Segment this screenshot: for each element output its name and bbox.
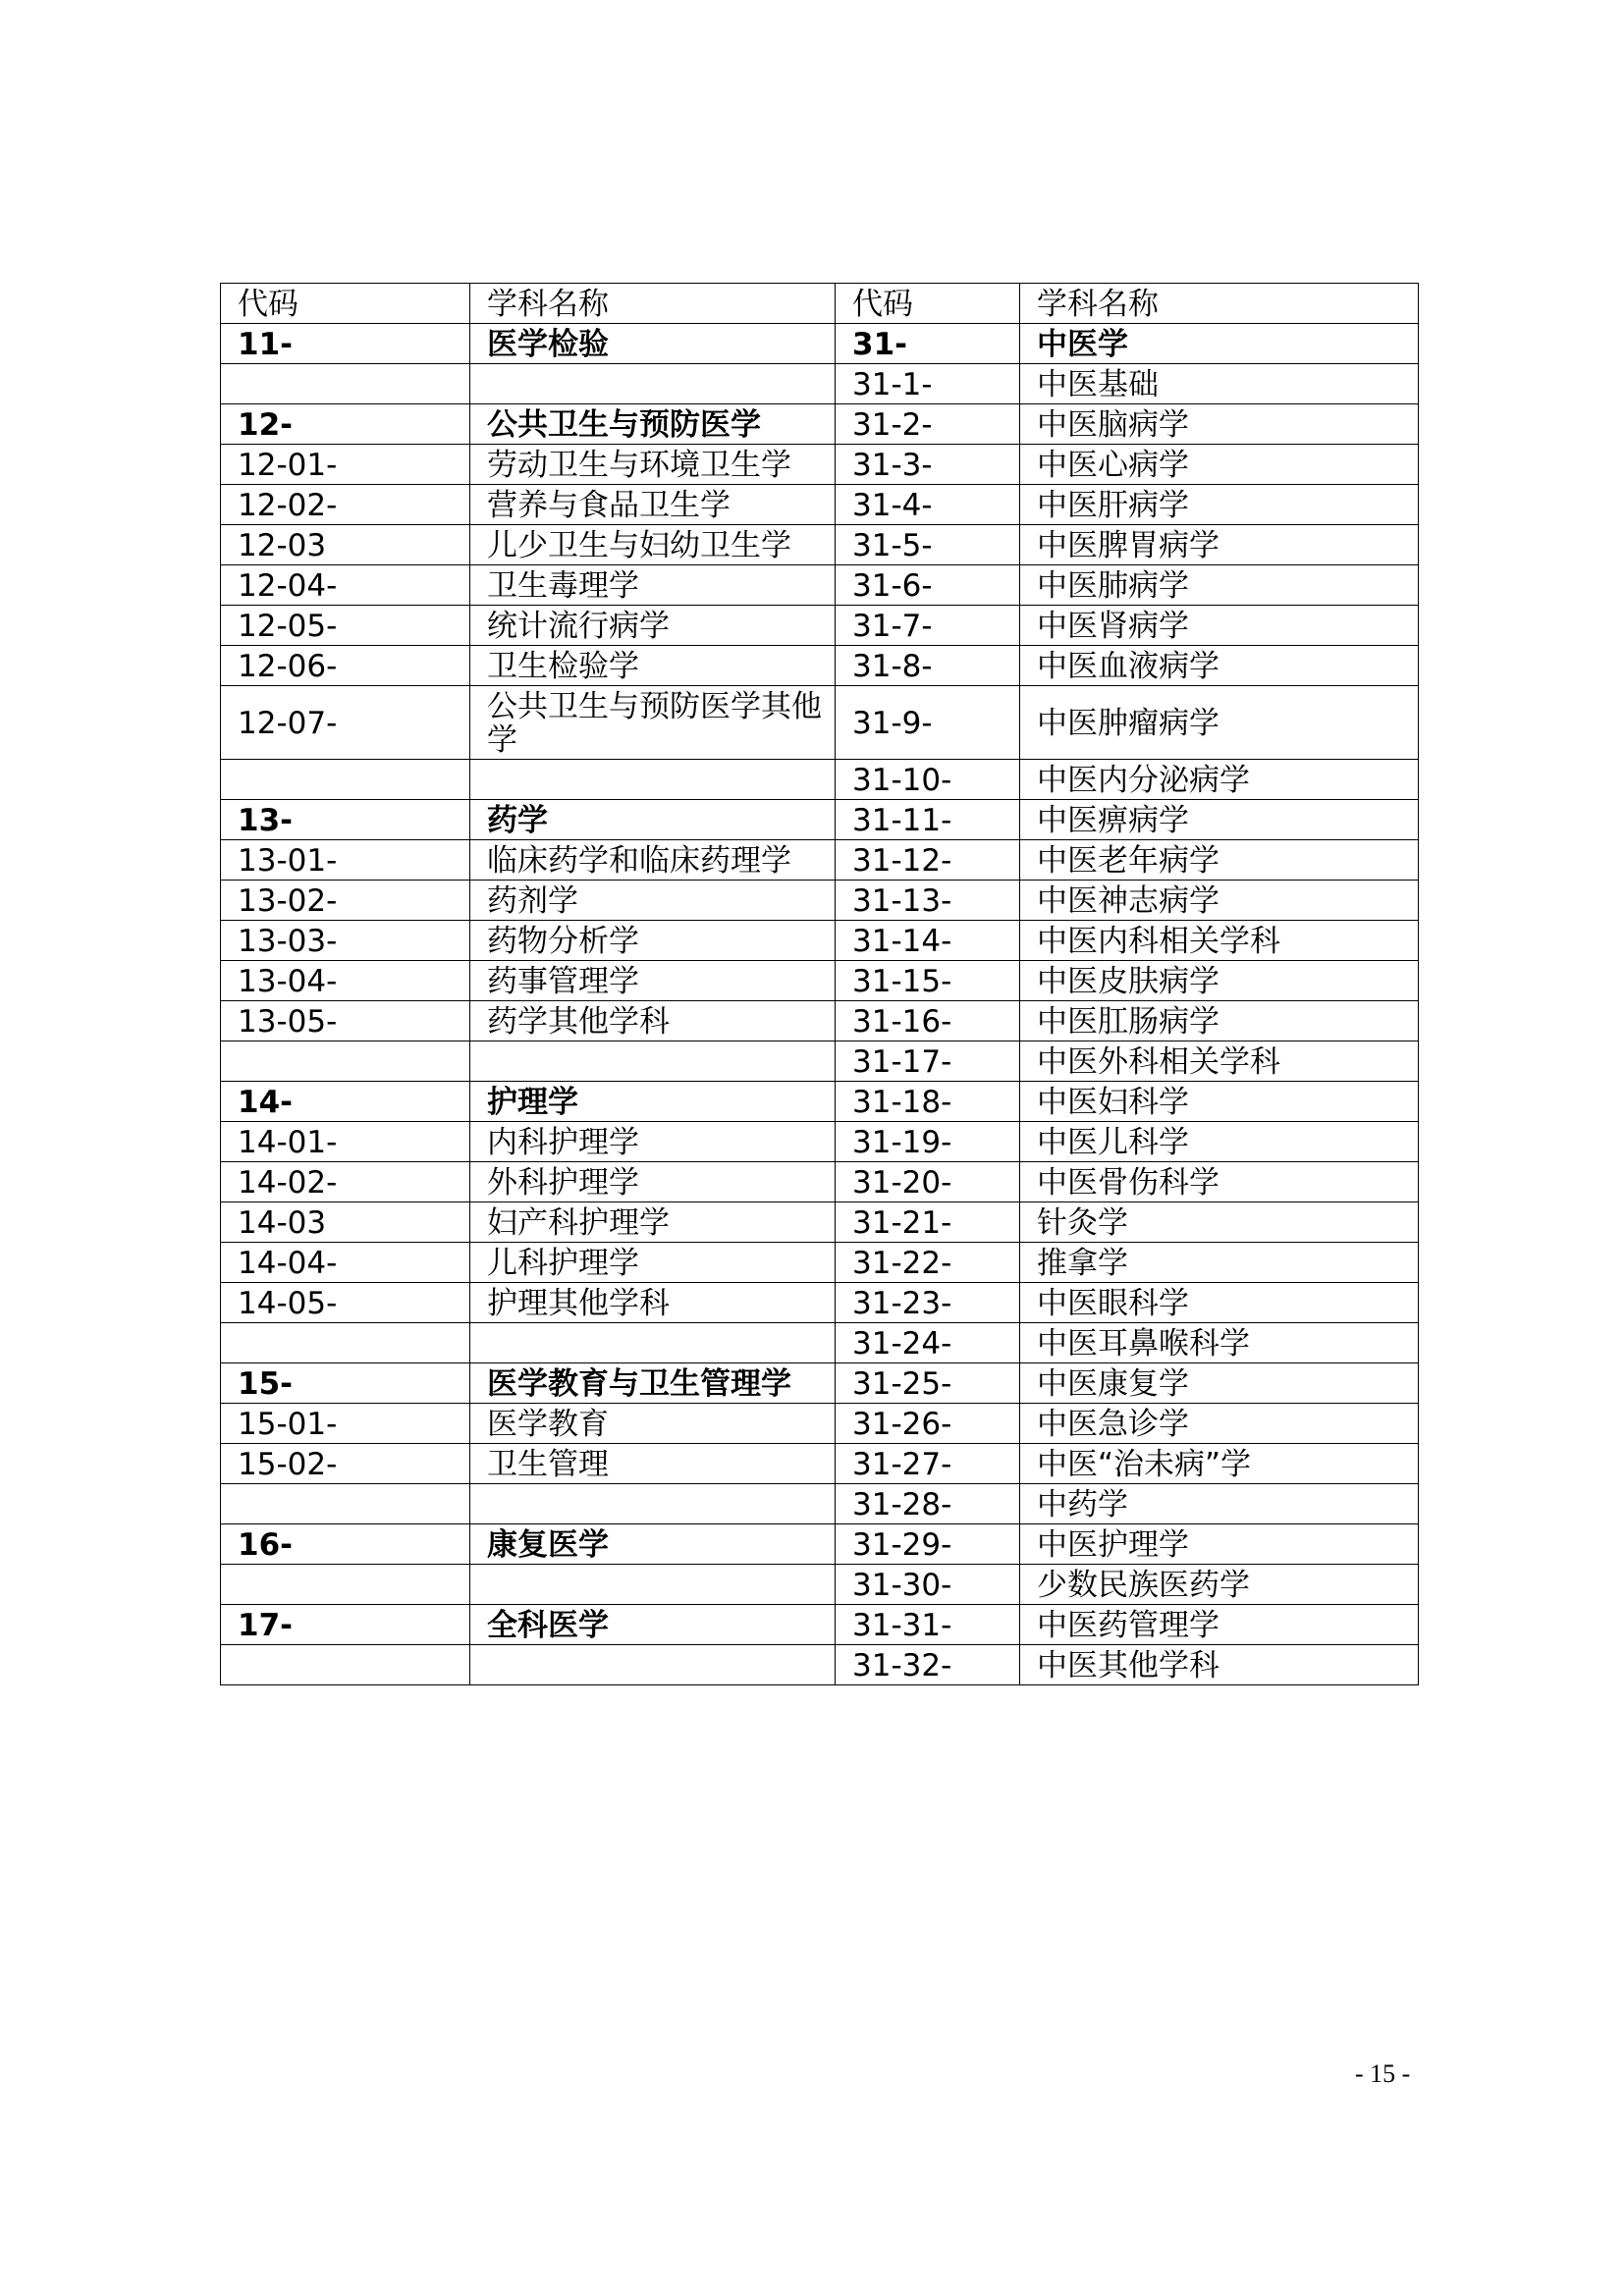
table-row	[221, 1605, 1419, 1645]
table-row	[221, 921, 1419, 961]
code-right-cell: 31-32-	[836, 1645, 1020, 1685]
code-right-cell: 31-18-	[836, 1082, 1020, 1122]
name-left-cell: 医学检验	[470, 324, 836, 364]
name-right-cell: 中药学	[1020, 1484, 1419, 1524]
table-row	[221, 1363, 1419, 1404]
table-row	[221, 565, 1419, 606]
table-row	[221, 364, 1419, 404]
table-row	[221, 404, 1419, 445]
name-right-cell: 中医急诊学	[1020, 1404, 1419, 1444]
table-row	[221, 1565, 1419, 1605]
name-right-cell: 中医耳鼻喉科学	[1020, 1323, 1419, 1363]
code-right-cell: 31-8-	[836, 646, 1020, 686]
name-left-cell	[470, 1323, 836, 1363]
code-left-cell	[221, 1323, 470, 1363]
code-right-cell: 31-13-	[836, 881, 1020, 921]
code-right-cell: 31-14-	[836, 921, 1020, 961]
header-name-right: 学科名称	[1020, 284, 1419, 324]
name-right-cell: 中医脑病学	[1020, 404, 1419, 445]
table-row	[221, 1524, 1419, 1565]
code-left-cell: 14-01-	[221, 1122, 470, 1162]
table-row	[221, 840, 1419, 881]
name-right-cell: 中医康复学	[1020, 1363, 1419, 1404]
table-row	[221, 485, 1419, 525]
subject-code-table	[220, 283, 1419, 1685]
name-right-cell: 中医内分泌病学	[1020, 760, 1419, 800]
code-left-cell	[221, 1565, 470, 1605]
name-left-cell	[470, 364, 836, 404]
name-left-cell: 妇产科护理学	[470, 1202, 836, 1243]
page-number: - 15 -	[1355, 2059, 1411, 2088]
name-right-cell: 中医老年病学	[1020, 840, 1419, 881]
name-right-cell: 针灸学	[1020, 1202, 1419, 1243]
code-left-cell: 13-01-	[221, 840, 470, 881]
code-right-cell: 31-12-	[836, 840, 1020, 881]
code-right-cell: 31-17-	[836, 1041, 1020, 1082]
code-left-cell	[221, 1041, 470, 1082]
table-row	[221, 1404, 1419, 1444]
code-right-cell: 31-27-	[836, 1444, 1020, 1484]
code-right-cell: 31-19-	[836, 1122, 1020, 1162]
code-left-cell: 14-05-	[221, 1283, 470, 1323]
code-left-cell: 13-04-	[221, 961, 470, 1001]
name-right-cell: 中医妇科学	[1020, 1082, 1419, 1122]
name-right-cell: 中医肺病学	[1020, 565, 1419, 606]
code-right-cell: 31-11-	[836, 800, 1020, 840]
name-right-cell: 中医药管理学	[1020, 1605, 1419, 1645]
name-right-cell: 中医痹病学	[1020, 800, 1419, 840]
header-name-left: 学科名称	[470, 284, 836, 324]
code-right-cell: 31-10-	[836, 760, 1020, 800]
table-row	[221, 686, 1419, 760]
name-left-cell: 内科护理学	[470, 1122, 836, 1162]
name-left-cell: 劳动卫生与环境卫生学	[470, 445, 836, 485]
name-left-cell: 儿少卫生与妇幼卫生学	[470, 525, 836, 565]
name-right-cell: 中医肿瘤病学	[1020, 686, 1419, 760]
name-left-cell	[470, 1565, 836, 1605]
code-right-cell: 31-23-	[836, 1283, 1020, 1323]
name-left-cell: 儿科护理学	[470, 1243, 836, 1283]
code-right-cell: 31-4-	[836, 485, 1020, 525]
code-right-cell: 31-1-	[836, 364, 1020, 404]
name-left-cell: 公共卫生与预防医学	[470, 404, 836, 445]
table-row	[221, 1645, 1419, 1685]
name-right-cell: 中医学	[1020, 324, 1419, 364]
code-right-cell: 31-26-	[836, 1404, 1020, 1444]
code-left-cell: 14-04-	[221, 1243, 470, 1283]
code-left-cell: 11-	[221, 324, 470, 364]
name-left-cell	[470, 1041, 836, 1082]
code-right-cell: 31-21-	[836, 1202, 1020, 1243]
table-row	[221, 1202, 1419, 1243]
code-right-cell: 31-	[836, 324, 1020, 364]
name-left-cell: 卫生检验学	[470, 646, 836, 686]
code-right-cell: 31-22-	[836, 1243, 1020, 1283]
name-right-cell: 中医肾病学	[1020, 606, 1419, 646]
code-left-cell: 13-05-	[221, 1001, 470, 1041]
table-row	[221, 1082, 1419, 1122]
table-row	[221, 760, 1419, 800]
name-right-cell: 中医骨伤科学	[1020, 1162, 1419, 1202]
name-right-cell: 中医其他学科	[1020, 1645, 1419, 1685]
name-right-cell: 中医外科相关学科	[1020, 1041, 1419, 1082]
code-left-cell	[221, 1484, 470, 1524]
table-row	[221, 1283, 1419, 1323]
code-left-cell	[221, 364, 470, 404]
code-right-cell: 31-7-	[836, 606, 1020, 646]
name-right-cell: 中医脾胃病学	[1020, 525, 1419, 565]
code-left-cell: 12-01-	[221, 445, 470, 485]
table-row	[221, 961, 1419, 1001]
table-row	[221, 800, 1419, 840]
table-body	[221, 284, 1419, 1685]
table-row	[221, 525, 1419, 565]
code-left-cell: 13-02-	[221, 881, 470, 921]
name-left-cell: 医学教育与卫生管理学	[470, 1363, 836, 1404]
name-right-cell: 中医神志病学	[1020, 881, 1419, 921]
name-left-cell: 康复医学	[470, 1524, 836, 1565]
name-left-cell: 卫生毒理学	[470, 565, 836, 606]
name-right-cell: 中医基础	[1020, 364, 1419, 404]
table-row	[221, 881, 1419, 921]
code-left-cell: 14-02-	[221, 1162, 470, 1202]
code-left-cell	[221, 760, 470, 800]
code-left-cell: 12-03	[221, 525, 470, 565]
table-row	[221, 1162, 1419, 1202]
table-row	[221, 646, 1419, 686]
header-row	[221, 284, 1419, 324]
code-left-cell: 15-	[221, 1363, 470, 1404]
name-left-cell: 药物分析学	[470, 921, 836, 961]
table-row	[221, 1001, 1419, 1041]
table-row	[221, 1323, 1419, 1363]
code-left-cell: 14-	[221, 1082, 470, 1122]
name-right-cell: 推拿学	[1020, 1243, 1419, 1283]
name-left-cell: 营养与食品卫生学	[470, 485, 836, 525]
table-row	[221, 445, 1419, 485]
code-left-cell: 15-01-	[221, 1404, 470, 1444]
name-right-cell: 中医肛肠病学	[1020, 1001, 1419, 1041]
name-left-cell: 统计流行病学	[470, 606, 836, 646]
name-left-cell: 公共卫生与预防医学其他学	[470, 686, 836, 760]
code-right-cell: 31-3-	[836, 445, 1020, 485]
name-right-cell: 少数民族医药学	[1020, 1565, 1419, 1605]
code-right-cell: 31-5-	[836, 525, 1020, 565]
code-left-cell: 13-03-	[221, 921, 470, 961]
code-left-cell: 12-06-	[221, 646, 470, 686]
name-left-cell	[470, 760, 836, 800]
header-code-right: 代码	[836, 284, 1020, 324]
name-left-cell: 药学	[470, 800, 836, 840]
code-right-cell: 31-6-	[836, 565, 1020, 606]
table-row	[221, 1041, 1419, 1082]
code-left-cell: 12-04-	[221, 565, 470, 606]
table-row	[221, 1122, 1419, 1162]
code-right-cell: 31-2-	[836, 404, 1020, 445]
name-right-cell: 中医皮肤病学	[1020, 961, 1419, 1001]
name-right-cell: 中医心病学	[1020, 445, 1419, 485]
name-left-cell: 全科医学	[470, 1605, 836, 1645]
code-left-cell: 12-07-	[221, 686, 470, 760]
code-left-cell	[221, 1645, 470, 1685]
code-left-cell: 12-05-	[221, 606, 470, 646]
code-right-cell: 31-16-	[836, 1001, 1020, 1041]
code-right-cell: 31-28-	[836, 1484, 1020, 1524]
name-left-cell: 临床药学和临床药理学	[470, 840, 836, 881]
code-left-cell: 13-	[221, 800, 470, 840]
name-left-cell: 卫生管理	[470, 1444, 836, 1484]
name-right-cell: 中医内科相关学科	[1020, 921, 1419, 961]
name-left-cell: 外科护理学	[470, 1162, 836, 1202]
table-row	[221, 1243, 1419, 1283]
table-row	[221, 1484, 1419, 1524]
name-right-cell: 中医肝病学	[1020, 485, 1419, 525]
code-left-cell: 14-03	[221, 1202, 470, 1243]
table-row	[221, 606, 1419, 646]
name-right-cell: 中医“治未病”学	[1020, 1444, 1419, 1484]
code-right-cell: 31-31-	[836, 1605, 1020, 1645]
code-left-cell: 16-	[221, 1524, 470, 1565]
name-right-cell: 中医护理学	[1020, 1524, 1419, 1565]
name-right-cell: 中医血液病学	[1020, 646, 1419, 686]
code-right-cell: 31-25-	[836, 1363, 1020, 1404]
name-left-cell: 药学其他学科	[470, 1001, 836, 1041]
code-right-cell: 31-20-	[836, 1162, 1020, 1202]
header-code-left: 代码	[221, 284, 470, 324]
code-left-cell: 12-	[221, 404, 470, 445]
name-left-cell: 护理学	[470, 1082, 836, 1122]
name-right-cell: 中医儿科学	[1020, 1122, 1419, 1162]
name-left-cell: 护理其他学科	[470, 1283, 836, 1323]
name-left-cell	[470, 1645, 836, 1685]
name-left-cell: 药事管理学	[470, 961, 836, 1001]
code-left-cell: 17-	[221, 1605, 470, 1645]
code-left-cell: 15-02-	[221, 1444, 470, 1484]
code-right-cell: 31-24-	[836, 1323, 1020, 1363]
code-right-cell: 31-9-	[836, 686, 1020, 760]
code-right-cell: 31-30-	[836, 1565, 1020, 1605]
code-right-cell: 31-15-	[836, 961, 1020, 1001]
name-left-cell: 药剂学	[470, 881, 836, 921]
code-right-cell: 31-29-	[836, 1524, 1020, 1565]
name-left-cell	[470, 1484, 836, 1524]
code-left-cell: 12-02-	[221, 485, 470, 525]
name-left-cell: 医学教育	[470, 1404, 836, 1444]
name-right-cell: 中医眼科学	[1020, 1283, 1419, 1323]
table-row	[221, 324, 1419, 364]
table-row	[221, 1444, 1419, 1484]
